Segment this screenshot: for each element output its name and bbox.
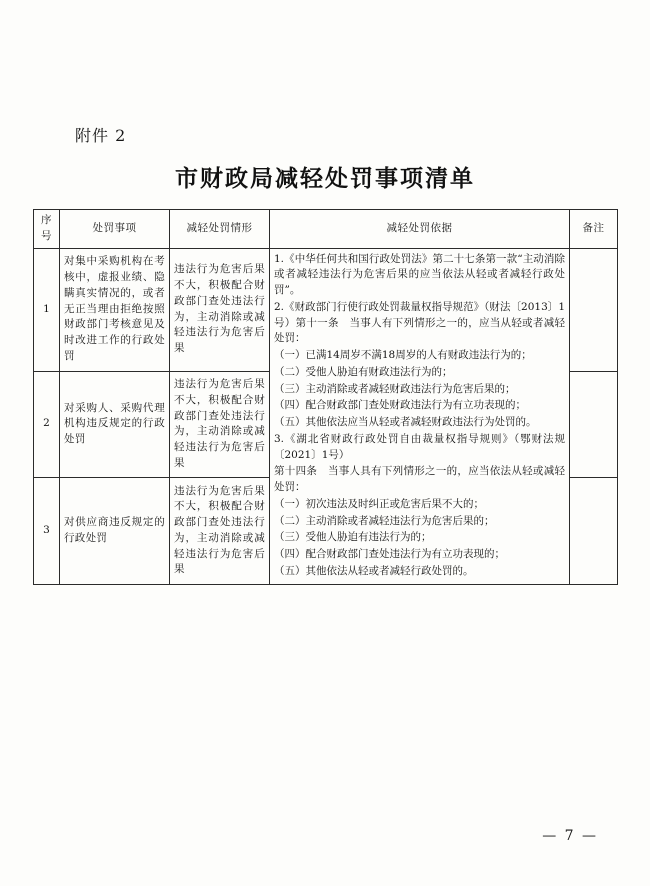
- page-title: 市财政局减轻处罚事项清单: [175, 165, 475, 192]
- page-number: — 7 —: [542, 828, 598, 844]
- row-situation: 违法行为危害后果不大，积极配合财政部门查处违法行为，主动消除或减轻违法行为危害后果: [170, 371, 270, 477]
- row-matter: 对集中采购机构在考核中，虚报业绩、隐瞒真实情况的，或者无正当理由拒绝按照财政部门考核意见及时改进工作的行政处罚: [60, 248, 170, 371]
- column-header-basis: 减轻处罚依据: [270, 210, 570, 249]
- row-situation: 违法行为危害后果不大，积极配合财政部门查处违法行为，主动消除或减轻违法行为危害后果: [170, 248, 270, 371]
- basis-paragraph: （三）主动消除或者减轻财政违法行为危害后果的；: [274, 382, 516, 395]
- row-seq: 1: [34, 248, 60, 371]
- column-header-situation: 减轻处罚情形: [170, 210, 270, 249]
- basis-paragraph: （二）主动消除或者减轻违法行为危害后果的；: [274, 514, 495, 527]
- row-seq: 2: [34, 371, 60, 477]
- basis-paragraph: （三）受他人胁迫有违法行为的；: [274, 531, 432, 544]
- row-basis: [270, 248, 570, 584]
- basis-paragraph: （一）初次违法及时纠正或危害后果不大的；: [274, 497, 484, 510]
- row-matter: 对供应商违反规定的行政处罚: [60, 478, 170, 585]
- column-header-matter: 处罚事项: [60, 210, 170, 249]
- table-row: [34, 248, 618, 371]
- basis-paragraph: 3.《湖北省财政行政处罚自由裁量权指导规则》（鄂财法规〔2021〕1号）: [274, 432, 565, 461]
- penalty-list-table: [33, 209, 618, 585]
- basis-paragraph: （五）其他依法应当从轻或者减轻财政违法行为处罚的。: [274, 416, 537, 428]
- basis-paragraph: 2.《财政部门行使行政处罚裁量权指导规范》（财法〔2013〕1号）第十一条 当事人有下列情形之一的，应当从轻或者减轻处罚：: [274, 300, 565, 345]
- basis-paragraph: （一）已满14周岁不满18周岁的人有财政违法行为的；: [274, 349, 532, 361]
- basis-paragraph: （二）受他人胁迫有财政违法行为的；: [274, 365, 453, 378]
- row-remark: [570, 248, 618, 371]
- column-header-seq: 序号: [34, 210, 60, 249]
- basis-paragraph: 1.《中华任何共和国行政处罚法》第二十七条第一款“主动消除或者减轻违法行为危害后果的应当依法从轻或者减轻行政处罚”。: [274, 252, 565, 296]
- row-remark: [570, 371, 618, 477]
- basis-paragraph: 第十四条 当事人具有下列情形之一的，应当依法从轻或减轻处罚：: [274, 465, 565, 493]
- row-matter: 对采购人、采购代理机构违反规定的行政处罚: [60, 371, 170, 477]
- basis-paragraph: （四）配合财政部门查处财政违法行为有立功表现的；: [274, 399, 526, 412]
- row-remark: [570, 478, 618, 585]
- basis-paragraph: （五）其他依法从轻或者减轻行政处罚的。: [274, 564, 474, 577]
- attachment-label: 附件 2: [75, 126, 127, 145]
- column-header-remark: 备注: [570, 210, 618, 249]
- basis-paragraph: （四）配合财政部门查处违法行为有立功表现的；: [274, 548, 505, 560]
- row-seq: 3: [34, 478, 60, 585]
- table-header-row: [34, 210, 618, 249]
- row-situation: 违法行为危害后果不大，积极配合财政部门查处违法行为，主动消除或减轻违法行为危害后果: [170, 478, 270, 585]
